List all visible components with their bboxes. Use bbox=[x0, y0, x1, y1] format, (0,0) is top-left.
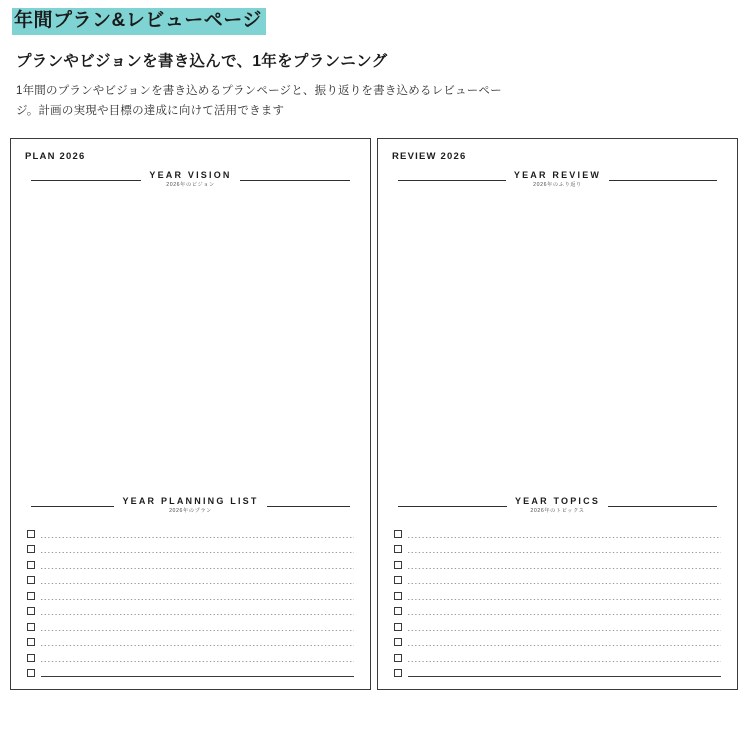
checkbox-icon bbox=[27, 654, 35, 662]
plan-checklist bbox=[25, 524, 356, 679]
checkbox-icon bbox=[27, 638, 35, 646]
list-item bbox=[394, 633, 721, 649]
list-item bbox=[394, 586, 721, 602]
checkbox-icon bbox=[394, 669, 402, 677]
checkbox-icon bbox=[27, 576, 35, 584]
write-line bbox=[41, 661, 354, 662]
write-line bbox=[41, 537, 354, 538]
write-line bbox=[408, 537, 721, 538]
plan-page-label: PLAN 2026 bbox=[25, 151, 86, 162]
list-item bbox=[394, 617, 721, 633]
list-item bbox=[27, 617, 354, 633]
rule-right bbox=[240, 180, 350, 181]
list-item bbox=[394, 648, 721, 664]
description-line-1: 1年間のプランやビジョンを書き込めるプランページと、振り返りを書き込めるレビューペー bbox=[16, 84, 502, 97]
write-line bbox=[408, 661, 721, 662]
header bbox=[8, 0, 742, 121]
write-line bbox=[408, 630, 721, 631]
rule-right bbox=[609, 180, 717, 181]
write-line bbox=[41, 568, 354, 569]
checkbox-icon bbox=[394, 545, 402, 553]
write-line bbox=[408, 676, 721, 677]
list-item bbox=[27, 664, 354, 680]
year-topics-title-en: YEAR TOPICS bbox=[514, 495, 601, 506]
write-line bbox=[41, 630, 354, 631]
rule-left bbox=[31, 506, 114, 507]
write-line bbox=[408, 552, 721, 553]
year-review-title-jp: 2026年のふり返り bbox=[533, 182, 582, 188]
write-line bbox=[41, 645, 354, 646]
year-review-heading bbox=[398, 172, 717, 189]
list-item bbox=[394, 602, 721, 618]
checkbox-icon bbox=[394, 530, 402, 538]
year-review-writing-area bbox=[392, 189, 723, 494]
write-line bbox=[41, 583, 354, 584]
write-line bbox=[408, 614, 721, 615]
write-line bbox=[41, 599, 354, 600]
list-item bbox=[27, 540, 354, 556]
write-line bbox=[408, 645, 721, 646]
list-item bbox=[394, 664, 721, 680]
write-line bbox=[408, 599, 721, 600]
rule-right bbox=[608, 506, 717, 507]
write-line bbox=[408, 583, 721, 584]
checkbox-icon bbox=[394, 561, 402, 569]
page-subtitle: プランやビジョンを書き込んで、1年をプランニング bbox=[16, 52, 388, 70]
checkbox-icon bbox=[27, 561, 35, 569]
checkbox-icon bbox=[394, 592, 402, 600]
checkbox-icon bbox=[394, 576, 402, 584]
page-description bbox=[16, 81, 576, 121]
rule-left bbox=[398, 506, 507, 507]
checkbox-icon bbox=[27, 530, 35, 538]
list-item bbox=[27, 602, 354, 618]
year-planning-list-title-en: YEAR PLANNING LIST bbox=[122, 495, 259, 506]
rule-right bbox=[267, 506, 350, 507]
year-planning-list-title-jp: 2026年のプラン bbox=[169, 507, 212, 514]
list-item bbox=[394, 555, 721, 571]
checkbox-icon bbox=[27, 545, 35, 553]
plan-page bbox=[10, 138, 371, 690]
checkbox-icon bbox=[394, 638, 402, 646]
checkbox-icon bbox=[27, 623, 35, 631]
year-vision-writing-area bbox=[25, 189, 356, 494]
topics-checklist bbox=[392, 524, 723, 679]
rule-left bbox=[31, 180, 141, 181]
year-vision-title-jp: 2026年のビジョン bbox=[166, 182, 215, 188]
review-page bbox=[377, 138, 738, 690]
list-item bbox=[27, 555, 354, 571]
list-item bbox=[27, 524, 354, 540]
checkbox-icon bbox=[394, 654, 402, 662]
list-item bbox=[394, 540, 721, 556]
year-planning-list-heading bbox=[31, 495, 350, 515]
checkbox-icon bbox=[27, 607, 35, 615]
list-item bbox=[27, 633, 354, 649]
rule-left bbox=[398, 180, 506, 181]
year-topics-title-jp: 2026年のトピックス bbox=[530, 507, 585, 514]
list-item bbox=[27, 571, 354, 587]
write-line bbox=[41, 676, 354, 677]
checkbox-icon bbox=[27, 669, 35, 677]
list-item bbox=[27, 586, 354, 602]
checkbox-icon bbox=[27, 592, 35, 600]
page-title: 年間プラン&レビューページ bbox=[12, 8, 266, 35]
year-vision-title-en: YEAR VISION bbox=[149, 170, 232, 180]
year-review-title-en: YEAR REVIEW bbox=[513, 170, 602, 180]
write-line bbox=[41, 614, 354, 615]
list-item bbox=[394, 571, 721, 587]
list-item bbox=[27, 648, 354, 664]
year-vision-heading bbox=[31, 172, 350, 189]
year-topics-heading bbox=[398, 495, 717, 515]
checkbox-icon bbox=[394, 607, 402, 615]
review-page-label: REVIEW 2026 bbox=[392, 151, 467, 162]
write-line bbox=[41, 552, 354, 553]
checkbox-icon bbox=[394, 623, 402, 631]
list-item bbox=[394, 524, 721, 540]
notebook-spread bbox=[10, 138, 738, 690]
description-line-2: ジ。計画の実現や目標の達成に向けて活用できます bbox=[16, 104, 285, 117]
write-line bbox=[408, 568, 721, 569]
